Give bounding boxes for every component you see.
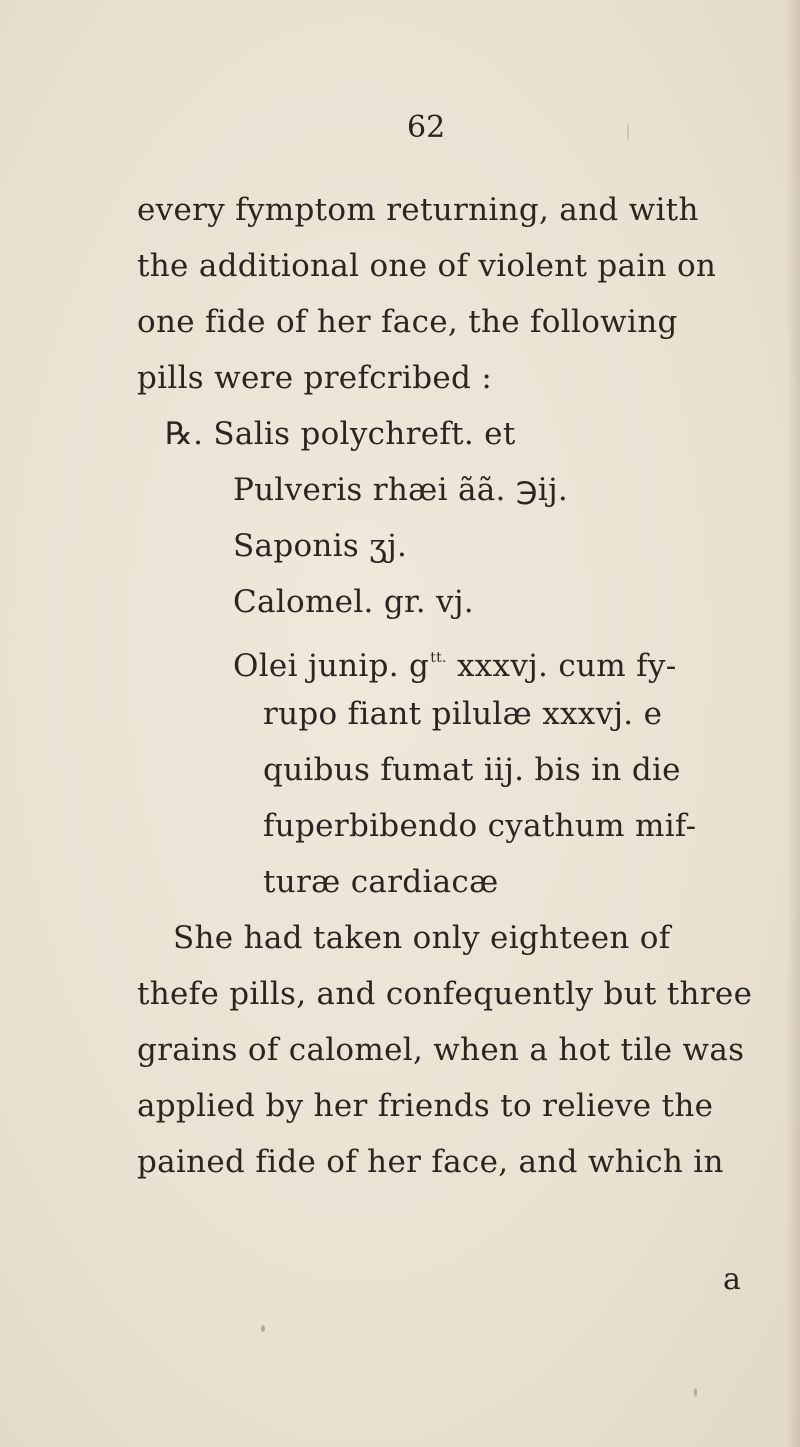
prescription-line-5 xyxy=(233,638,677,686)
prescription-line-3: Saponis ʒj. xyxy=(233,528,408,564)
narrative-line-4: applied by her friends to relieve the xyxy=(137,1088,714,1124)
prescription-line-4: Calomel. gr. vj. xyxy=(233,584,474,620)
paper-speck xyxy=(261,1325,265,1332)
body-line-3: one fide of her face, the following xyxy=(137,304,678,340)
page-edge-shadow xyxy=(786,0,800,1447)
prescription-line-5-start: Olei junip. g xyxy=(233,648,430,684)
prescription-line-7: quibus fumat iij. bis in die xyxy=(263,752,681,788)
prescription-line-2: Pulveris rhæi ãã. ℈ij. xyxy=(233,472,569,508)
prescription-line-8: fuperbibendo cyathum mif- xyxy=(263,808,697,844)
narrative-line-3: grains of calomel, when a hot tile was xyxy=(137,1032,745,1068)
narrative-line-5: pained fide of her face, and which in xyxy=(137,1144,724,1180)
paper-speck xyxy=(694,1388,697,1397)
prescription-line-5-superscript: tt. xyxy=(430,650,447,666)
prescription-line-6: rupo fiant pilulæ xxxvj. e xyxy=(263,696,663,732)
prescription-line-9: turæ cardiacæ xyxy=(263,864,499,900)
catchword: a xyxy=(723,1262,741,1297)
paper-speck xyxy=(627,122,629,142)
narrative-line-2: thefe pills, and confequently but three xyxy=(137,976,753,1012)
prescription-line-1: ℞. Salis polychreft. et xyxy=(165,416,516,452)
prescription-line-5-end: xxxvj. cum fy- xyxy=(446,648,677,684)
body-line-4: pills were prefcribed : xyxy=(137,360,493,396)
body-line-1: every fymptom returning, and with xyxy=(137,192,699,228)
body-line-2: the additional one of violent pain on xyxy=(137,248,717,284)
narrative-line-1: She had taken only eighteen of xyxy=(173,920,671,956)
page-number: 62 xyxy=(407,110,446,145)
